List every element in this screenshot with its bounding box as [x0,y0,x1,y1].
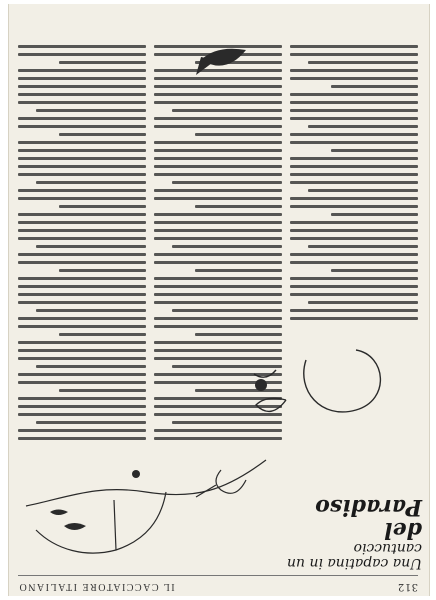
text-line [18,125,146,128]
article-title [272,460,422,570]
text-line [18,429,146,432]
text-line [18,237,146,240]
text-line [154,437,282,440]
text-line [59,205,146,208]
text-line [18,373,146,376]
text-line [154,373,282,376]
text-line [290,181,418,184]
dog-icon [132,470,140,478]
text-line [290,317,418,320]
text-line [290,293,418,296]
tree-trunk [114,500,116,550]
text-line [18,437,146,440]
text-line [154,125,282,128]
text-line [290,229,418,232]
text-line [36,365,146,368]
text-line [18,85,146,88]
text-line [290,157,418,160]
text-line [195,269,282,272]
text-line [331,269,418,272]
text-line [59,389,146,392]
text-column-middle [154,40,282,440]
text-column-left [290,40,418,320]
text-line [18,413,146,416]
text-line [36,245,146,248]
text-line [18,397,146,400]
text-line [18,45,146,48]
text-line [290,261,418,264]
text-line [36,109,146,112]
text-line [290,69,418,72]
text-line [290,173,418,176]
text-line [18,93,146,96]
text-line [154,157,282,160]
text-line [18,165,146,168]
text-line [290,221,418,224]
ground-line [26,460,266,506]
text-line [308,245,418,248]
text-line [154,397,282,400]
text-line [18,77,146,80]
page-number: 312 [397,581,418,592]
text-line [18,189,146,192]
text-line [36,181,146,184]
text-line [290,205,418,208]
text-line [154,101,282,104]
text-line [290,277,418,280]
text-line [154,381,282,384]
text-line [18,405,146,408]
text-line [290,285,418,288]
text-line [154,357,282,360]
text-line [154,285,282,288]
text-line [172,245,282,248]
text-line [154,317,282,320]
text-line [195,205,282,208]
text-line [195,389,282,392]
text-line [154,301,282,304]
text-line [18,221,146,224]
text-line [172,421,282,424]
text-line [308,301,418,304]
article-title-line-1: Una capatina in un cantuccio [286,540,422,571]
bird-wing-icon [196,57,216,75]
text-line [18,69,146,72]
text-line [18,381,146,384]
text-line [59,269,146,272]
text-line [331,149,418,152]
text-line [290,109,418,112]
text-line [331,85,418,88]
text-line [154,293,282,296]
text-line [18,173,146,176]
text-line [18,213,146,216]
horseshoe-icon [304,350,381,412]
text-line [59,61,146,64]
text-line [154,197,282,200]
text-line [18,157,146,160]
text-line [154,413,282,416]
text-line [18,325,146,328]
text-line [18,301,146,304]
text-line [154,149,282,152]
text-line [154,261,282,264]
tree-canopy [36,492,166,553]
text-line [18,101,146,104]
header-rule [18,575,418,576]
text-line [59,133,146,136]
text-line [18,349,146,352]
text-line [36,421,146,424]
bird-illustration [156,20,276,100]
text-line [18,285,146,288]
text-line [154,229,282,232]
text-line [18,261,146,264]
text-line [18,53,146,56]
text-line [290,197,418,200]
text-line [290,93,418,96]
text-line [18,357,146,360]
text-line [172,109,282,112]
text-line [18,197,146,200]
text-line [172,181,282,184]
text-line [172,309,282,312]
text-line [308,189,418,192]
text-line [154,165,282,168]
main-illustration [16,450,286,570]
text-line [36,309,146,312]
text-line [154,237,282,240]
text-line [154,277,282,280]
text-line [290,165,418,168]
text-line [154,325,282,328]
text-line [331,213,418,216]
text-line [290,309,418,312]
text-line [154,429,282,432]
text-line [18,229,146,232]
text-line [154,213,282,216]
text-line [154,173,282,176]
text-line [18,149,146,152]
text-line [195,133,282,136]
page-header [18,576,418,592]
text-line [154,141,282,144]
text-line [290,45,418,48]
text-line [154,253,282,256]
text-line [195,333,282,336]
text-line [308,125,418,128]
text-column-right [18,40,146,440]
text-line [290,77,418,80]
text-line [290,53,418,56]
text-line [154,221,282,224]
text-line [18,253,146,256]
text-line [290,133,418,136]
article-title-line-2: del Paradiso [315,493,422,543]
text-line [290,237,418,240]
text-line [154,341,282,344]
text-line [290,117,418,120]
text-line [59,333,146,336]
bird-icon [64,523,86,530]
text-line [172,365,282,368]
text-line [18,293,146,296]
text-line [290,101,418,104]
text-line [18,341,146,344]
text-line [18,141,146,144]
text-line [18,317,146,320]
text-line [308,61,418,64]
bird-icon [50,510,68,516]
text-line [154,117,282,120]
text-line [154,405,282,408]
text-line [154,189,282,192]
text-line [154,349,282,352]
text-line [290,253,418,256]
text-line [18,277,146,280]
text-line [18,117,146,120]
running-header: IL CACCIATORE ITALIANO [18,581,175,592]
hunter-gun [196,485,216,497]
text-line [290,141,418,144]
